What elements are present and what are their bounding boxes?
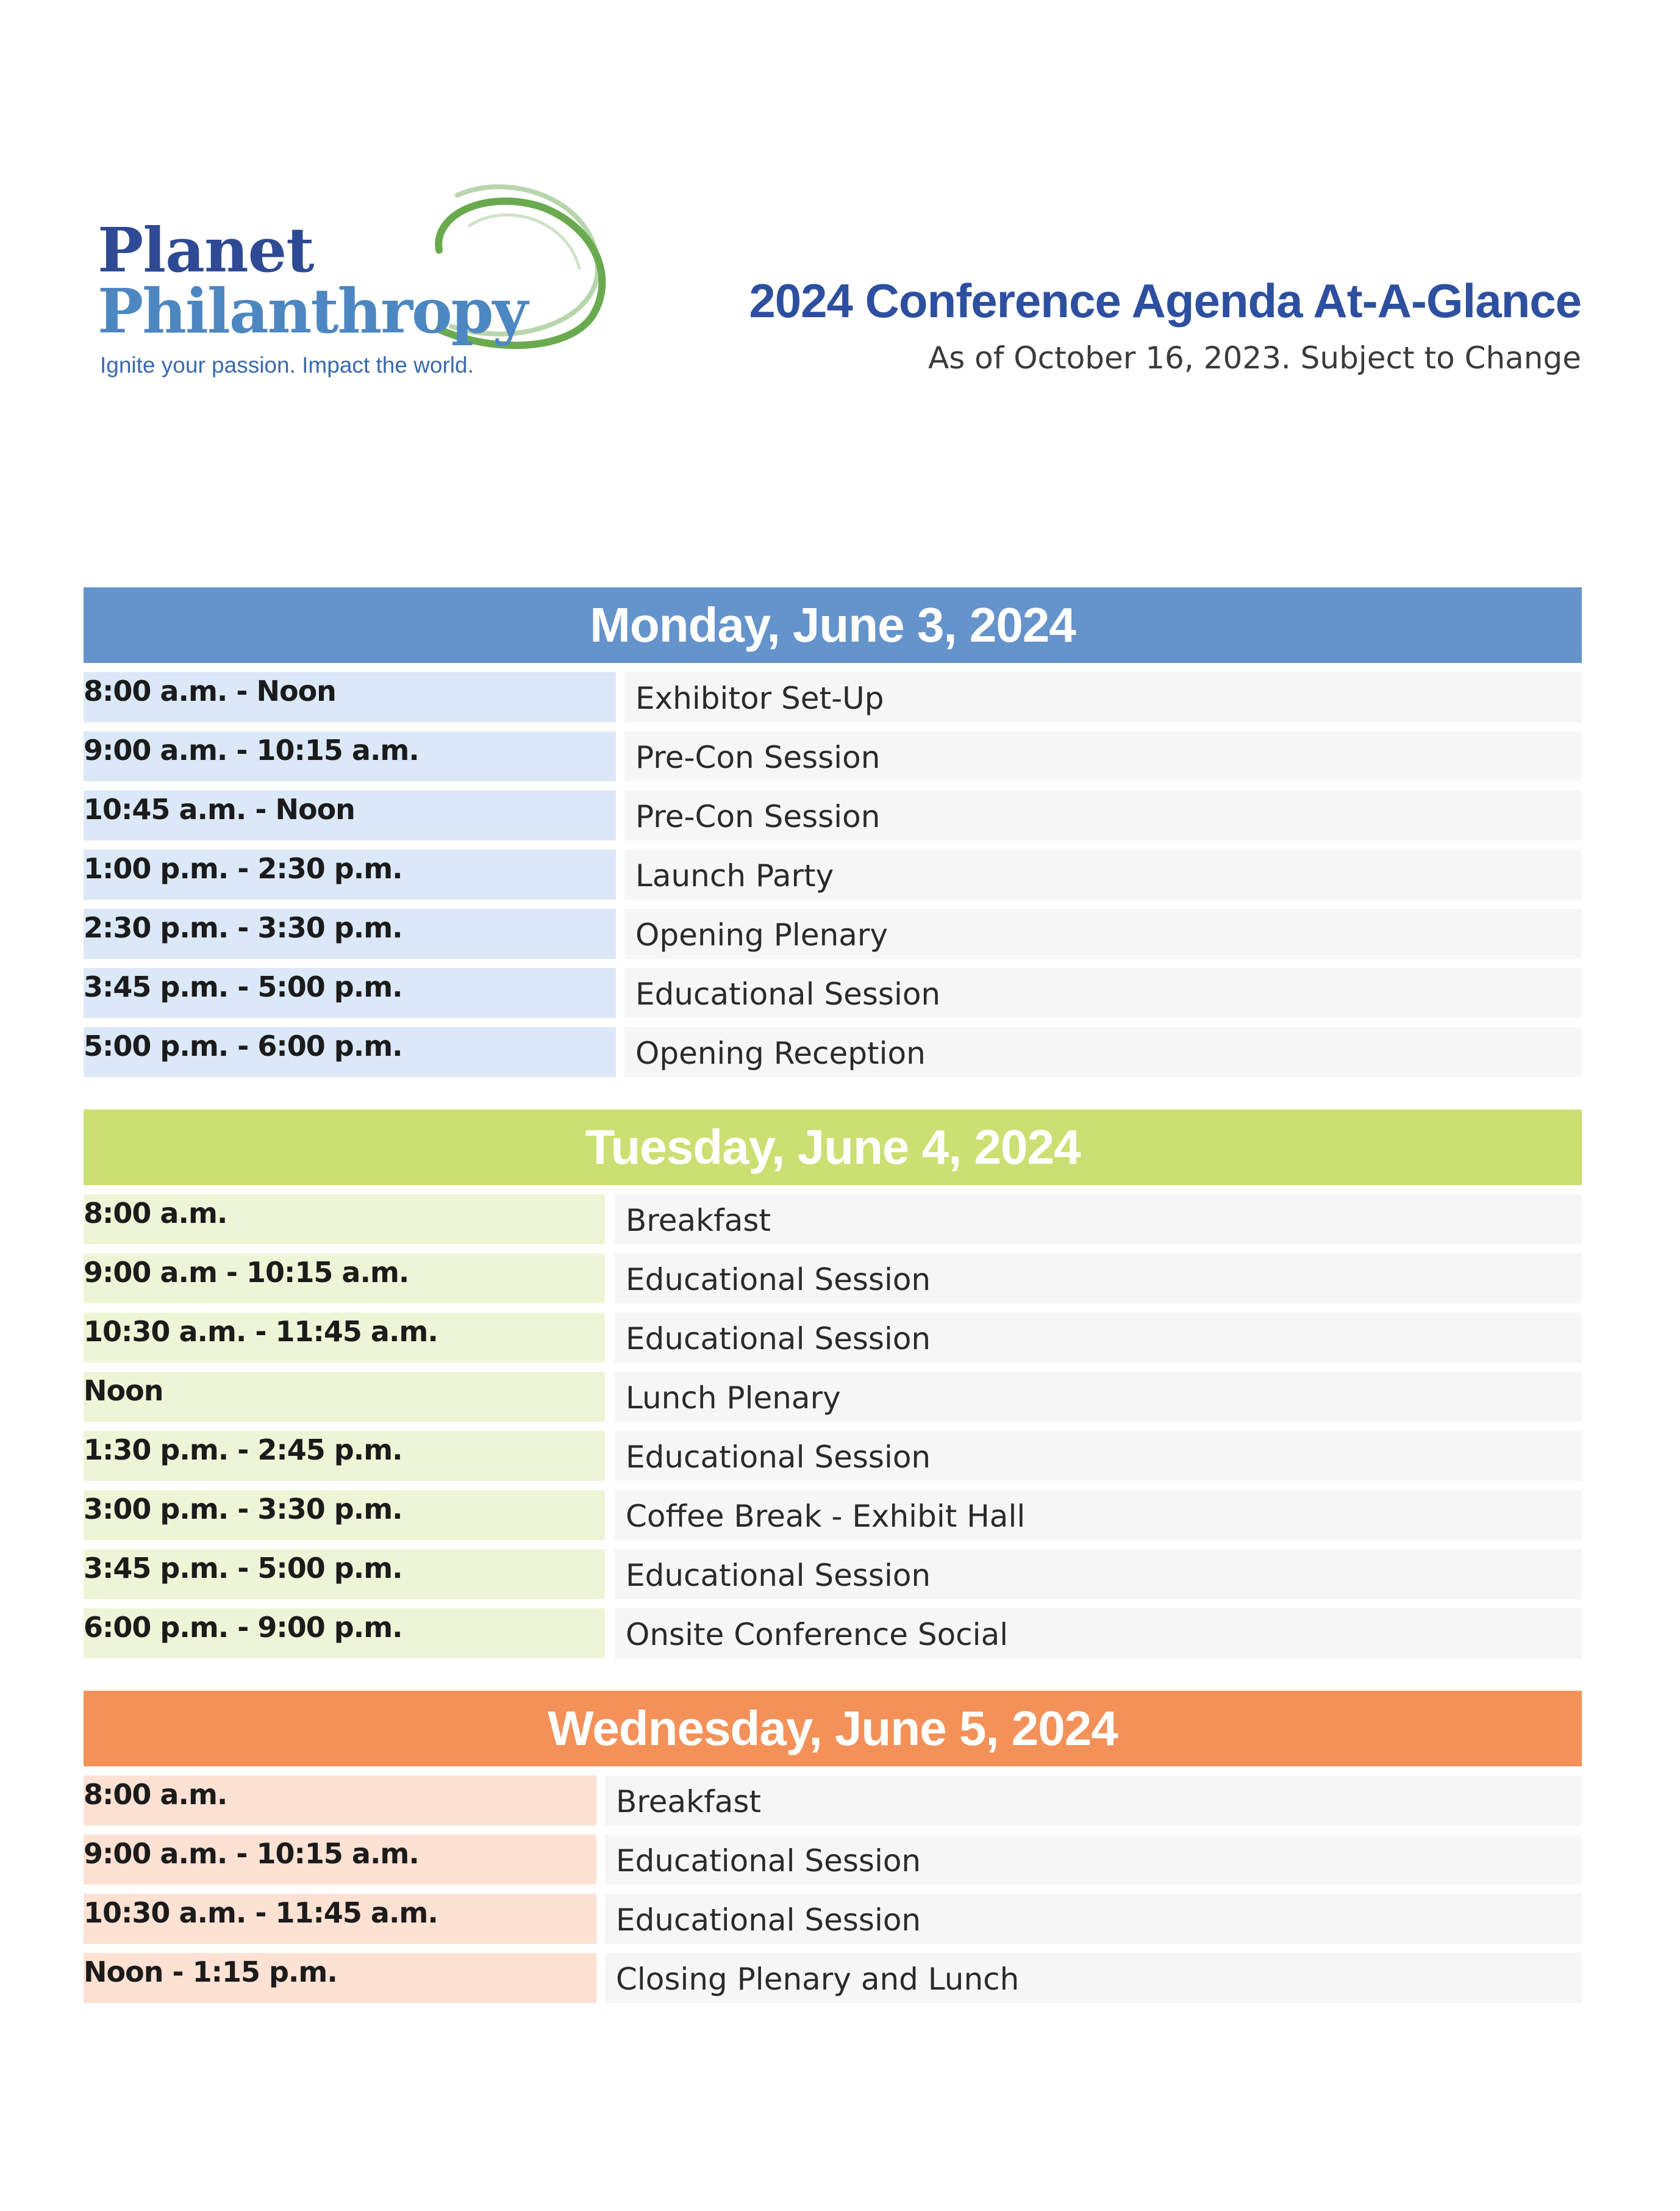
agenda-time: 1:00 p.m. - 2:30 p.m.: [84, 850, 616, 900]
logo-tagline: Ignite your passion. Impact the world.: [100, 353, 474, 378]
day-header: Monday, June 3, 2024: [84, 587, 1582, 663]
agenda-event: Educational Session: [605, 1894, 1582, 1944]
agenda-time: 10:45 a.m. - Noon: [84, 790, 616, 840]
agenda-row: [84, 1549, 1582, 1599]
agenda-time: 9:00 a.m. - 10:15 a.m.: [84, 731, 616, 781]
agenda-event: Opening Reception: [624, 1027, 1582, 1077]
agenda-row: [84, 1253, 1582, 1303]
agenda-event: Breakfast: [615, 1194, 1582, 1244]
agenda-row: [84, 1776, 1582, 1826]
agenda-time: 9:00 a.m. - 10:15 a.m.: [84, 1835, 596, 1885]
agenda-time: 9:00 a.m - 10:15 a.m.: [84, 1253, 605, 1303]
agenda-event: Lunch Plenary: [615, 1372, 1582, 1422]
agenda-row: [84, 968, 1582, 1018]
agenda-row: [84, 1490, 1582, 1540]
agenda-row: [84, 1194, 1582, 1244]
agenda-row: [84, 850, 1582, 900]
page-subtitle: As of October 16, 2023. Subject to Change: [928, 340, 1581, 376]
agenda-time: 3:45 p.m. - 5:00 p.m.: [84, 1549, 605, 1599]
day-section-wednesday: [84, 1691, 1582, 2003]
agenda-event: Coffee Break - Exhibit Hall: [615, 1490, 1582, 1540]
agenda-event: Onsite Conference Social: [615, 1608, 1582, 1658]
agenda-row: [84, 1835, 1582, 1885]
agenda-event: Exhibitor Set-Up: [624, 672, 1582, 722]
agenda-event: Pre-Con Session: [624, 790, 1582, 840]
agenda-event: Opening Plenary: [624, 909, 1582, 959]
day-section-tuesday: [84, 1109, 1582, 1658]
agenda-event: Educational Session: [615, 1253, 1582, 1303]
agenda-row: [84, 1313, 1582, 1363]
agenda-time: 8:00 a.m.: [84, 1776, 596, 1826]
agenda-time: Noon - 1:15 p.m.: [84, 1953, 596, 2003]
day-header: Wednesday, June 5, 2024: [84, 1691, 1582, 1766]
logo-philanthropy-text: Philanthropy: [98, 275, 527, 347]
agenda-row: [84, 1953, 1582, 2003]
agenda-row: [84, 731, 1582, 781]
agenda-time: 5:00 p.m. - 6:00 p.m.: [84, 1027, 616, 1077]
agenda-event: Pre-Con Session: [624, 731, 1582, 781]
logo-planet-text: Planet: [98, 214, 314, 286]
agenda-event: Educational Session: [615, 1549, 1582, 1599]
agenda-event: Closing Plenary and Lunch: [605, 1953, 1582, 2003]
agenda-event: Educational Session: [624, 968, 1582, 1018]
agenda-row: [84, 1431, 1582, 1481]
agenda-event: Launch Party: [624, 850, 1582, 900]
agenda-row: [84, 1372, 1582, 1422]
agenda-event: Breakfast: [605, 1776, 1582, 1826]
agenda-row: [84, 909, 1582, 959]
planet-philanthropy-logo: [98, 177, 622, 384]
agenda-event: Educational Session: [615, 1431, 1582, 1481]
day-header: Tuesday, June 4, 2024: [84, 1109, 1582, 1185]
day-section-monday: [84, 587, 1582, 1077]
agenda-row: [84, 672, 1582, 722]
agenda-row: [84, 1894, 1582, 1944]
agenda-time: 6:00 p.m. - 9:00 p.m.: [84, 1608, 605, 1658]
agenda-time: 10:30 a.m. - 11:45 a.m.: [84, 1894, 596, 1944]
agenda-time: 3:45 p.m. - 5:00 p.m.: [84, 968, 616, 1018]
agenda-event: Educational Session: [605, 1835, 1582, 1885]
agenda-row: [84, 1608, 1582, 1658]
agenda-row: [84, 1027, 1582, 1077]
agenda-time: Noon: [84, 1372, 605, 1422]
agenda-time: 8:00 a.m. - Noon: [84, 672, 616, 722]
agenda-time: 2:30 p.m. - 3:30 p.m.: [84, 909, 616, 959]
agenda-time: 8:00 a.m.: [84, 1194, 605, 1244]
agenda-event: Educational Session: [615, 1313, 1582, 1363]
page-title: 2024 Conference Agenda At-A-Glance: [749, 274, 1581, 328]
agenda-time: 1:30 p.m. - 2:45 p.m.: [84, 1431, 605, 1481]
agenda-time: 10:30 a.m. - 11:45 a.m.: [84, 1313, 605, 1363]
agenda-row: [84, 790, 1582, 840]
agenda-time: 3:00 p.m. - 3:30 p.m.: [84, 1490, 605, 1540]
